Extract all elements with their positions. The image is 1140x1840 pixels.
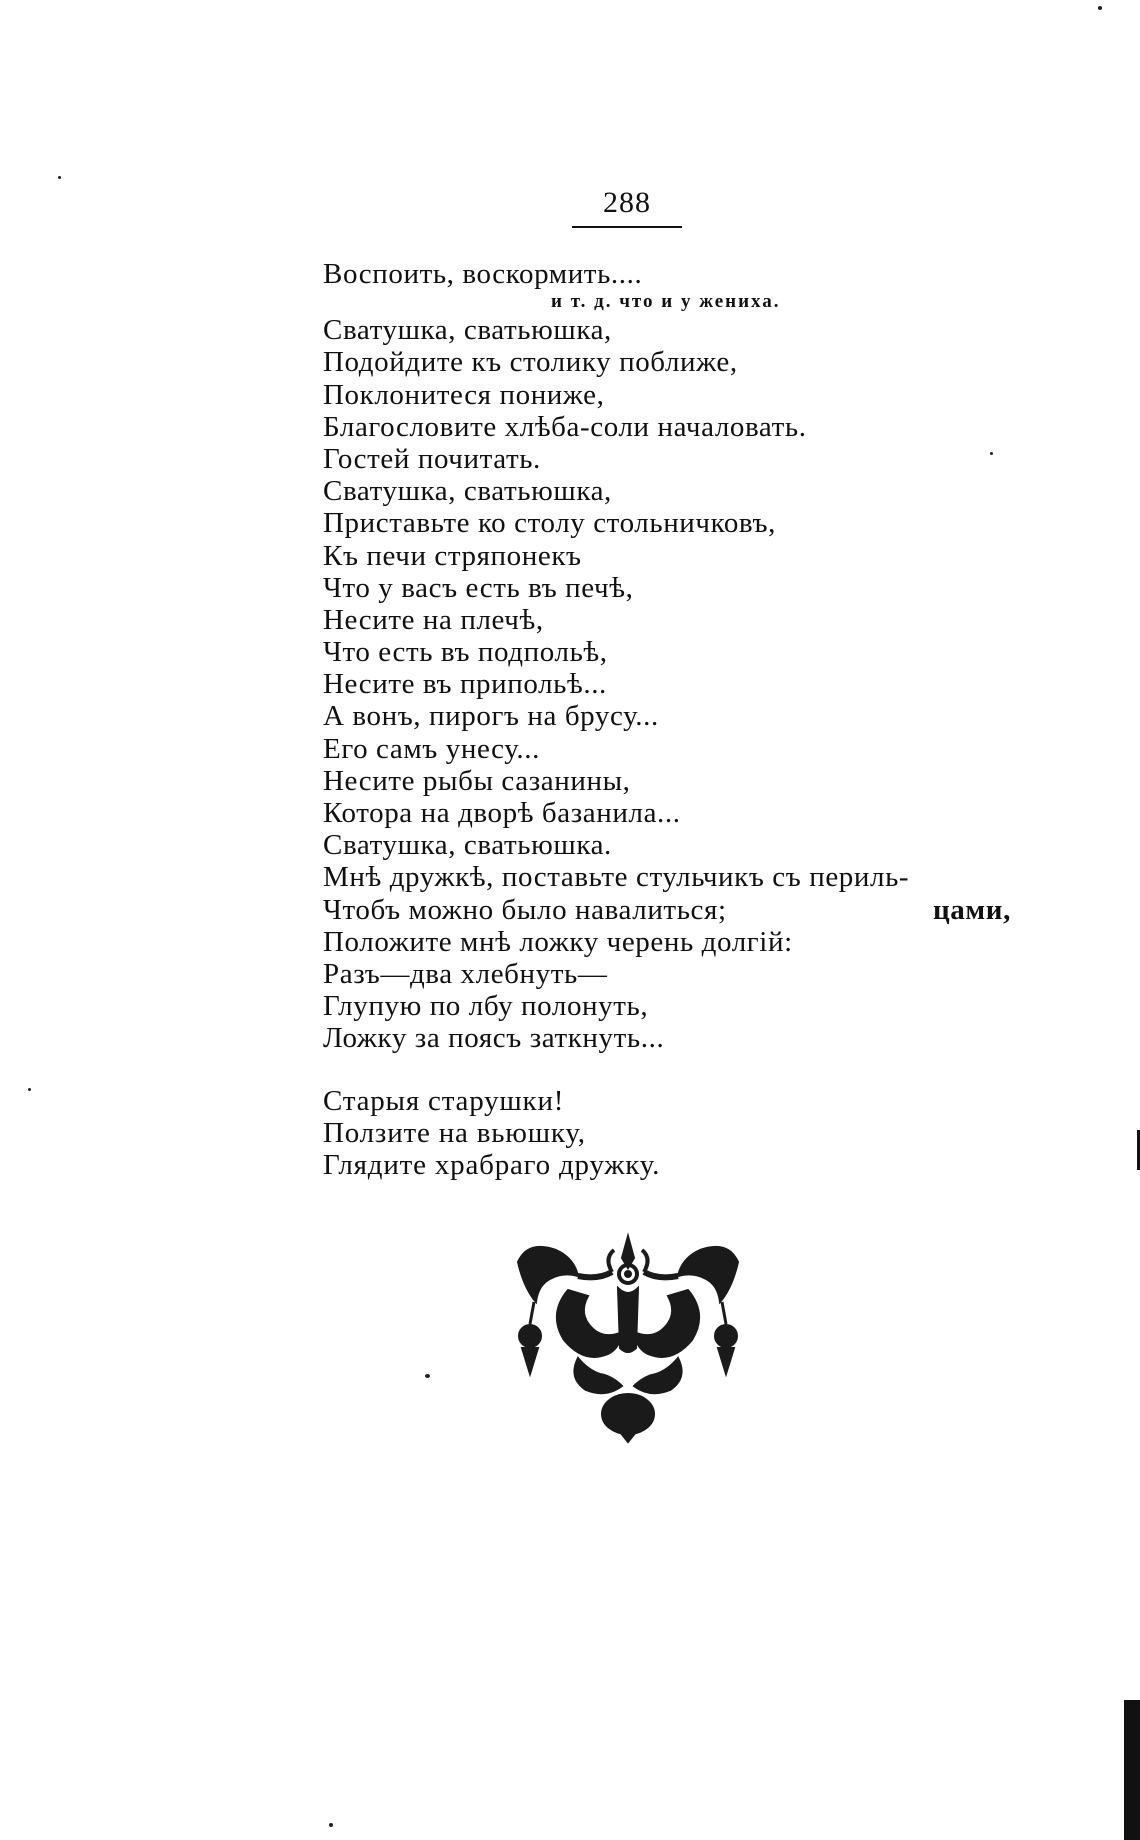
poem-line: Несите въ припольѣ... [323, 668, 607, 701]
poem-line-text: Чтобъ можно было навалиться; [323, 893, 727, 926]
scan-speck [329, 1823, 333, 1827]
page-number-rule [572, 226, 682, 228]
poem-line: Несите рыбы сазанины, [323, 764, 631, 797]
poem-line: Къ печи стряпонекъ [323, 539, 582, 572]
poem-line: Подойдите къ столику поближе, [323, 346, 738, 379]
page-edge-shadow [1124, 1700, 1140, 1840]
scan-speck [1098, 6, 1102, 10]
poem-line: Мнѣ дружкѣ, поставьте стульчикъ съ периль- [323, 861, 910, 894]
poem-line: Поклонитеся пониже, [323, 378, 605, 411]
poem-line: Воспоить, воскормить.... [323, 258, 643, 290]
page-number: 288 [603, 186, 651, 219]
poem-line: Котора на дворѣ базанила... [323, 797, 681, 829]
editorial-note: и т. д. что и у жениха. [551, 291, 781, 313]
poem-line: Благословите хлѣба-соли началовать. [323, 410, 807, 443]
floral-vignette-icon [508, 1228, 748, 1448]
scan-speck [990, 452, 993, 455]
poem-line: Сватушка, сватьюшка, [323, 314, 612, 347]
line-continuation: цами, [933, 893, 1011, 926]
poem-line: Глядите храбраго дружку. [323, 1148, 661, 1181]
poem-line: Его самъ унесу... [323, 732, 540, 765]
poem-line: Сватушка, сватьюшка, [323, 475, 612, 508]
poem-line: Несите на плечѣ, [323, 603, 544, 636]
scan-speck [28, 1088, 31, 1091]
poem-line: Сватушка, сватьюшка. [323, 829, 612, 862]
poem-line-with-continuation [323, 894, 1023, 926]
poem-line: Что у васъ есть въ печѣ, [323, 571, 634, 604]
poem-line: А вонъ, пирогъ на брусу... [323, 700, 659, 733]
poem-line: Ползите на вьюшку, [323, 1116, 586, 1149]
stanza-gap [323, 1055, 1023, 1085]
poem-line: Глупую по лбу полонуть, [323, 990, 649, 1023]
scan-speck [425, 1374, 430, 1378]
poem-line: Старыя старушки! [323, 1084, 565, 1117]
poem-line: Разъ—два хлебнуть— [323, 957, 608, 990]
stanza [323, 1085, 1023, 1182]
poem-text [323, 258, 1023, 1181]
poem-line: Положите мнѣ ложку черень долгій: [323, 925, 793, 958]
poem-line: Гостей почитать. [323, 442, 541, 475]
poem-line: Что есть въ подпольѣ, [323, 636, 608, 669]
scan-speck [58, 176, 61, 179]
poem-line: Ложку за поясъ заткнуть... [323, 1022, 665, 1055]
poem-line: Приставьте ко столу стольничковъ, [323, 507, 776, 540]
